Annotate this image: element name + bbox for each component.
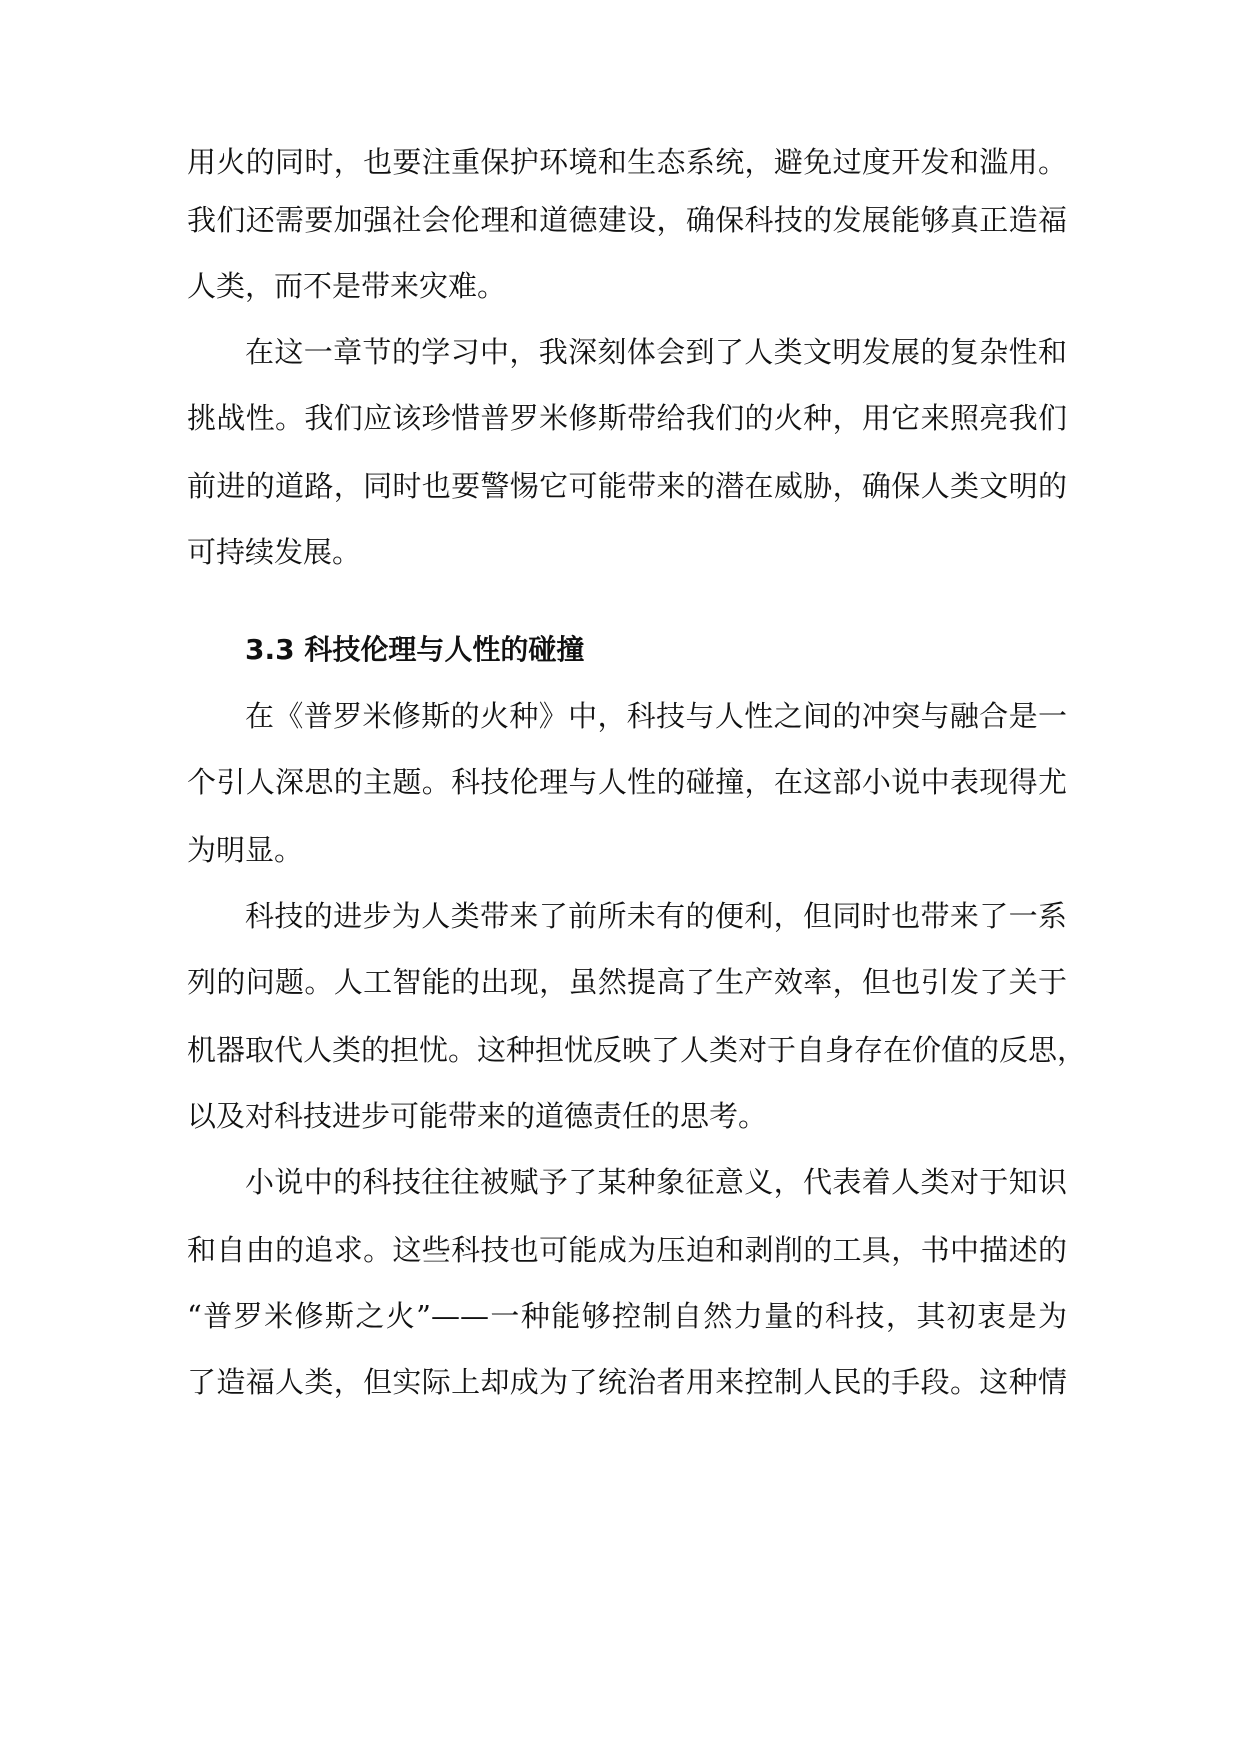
paragraph-line: 可持续发展。	[187, 535, 362, 569]
section-heading: 3.3 科技伦理与人性的碰撞	[245, 633, 585, 666]
paragraph-line: “普罗米修斯之火”——一种能够控制自然力量的科技，其初衷是为	[187, 1299, 1067, 1333]
paragraph-line: 为明显。	[187, 833, 304, 867]
paragraph-line: 前进的道路，同时也要警惕它可能带来的潜在威胁，确保人类文明的	[187, 469, 1067, 503]
paragraph-line: 我们还需要加强社会伦理和道德建设，确保科技的发展能够真正造福	[187, 203, 1067, 237]
paragraph-line: 了造福人类，但实际上却成为了统治者用来控制人民的手段。这种情	[187, 1365, 1067, 1399]
paragraph-line: 在这一章节的学习中，我深刻体会到了人类文明发展的复杂性和	[245, 335, 1067, 369]
paragraph-line: 和自由的追求。这些科技也可能成为压迫和剥削的工具，书中描述的	[187, 1233, 1067, 1267]
paragraph-line: 科技的进步为人类带来了前所未有的便利，但同时也带来了一系	[245, 899, 1067, 933]
paragraph-line: 在《普罗米修斯的火种》中，科技与人性之间的冲突与融合是一	[245, 699, 1067, 733]
paragraph-line: 小说中的科技往往被赋予了某种象征意义，代表着人类对于知识	[245, 1165, 1067, 1199]
paragraph-line: 个引人深思的主题。科技伦理与人性的碰撞，在这部小说中表现得尤	[187, 765, 1067, 799]
paragraph-line: 机器取代人类的担忧。这种担忧反映了人类对于自身存在价值的反思，	[187, 1033, 1087, 1067]
paragraph-line: 列的问题。人工智能的出现，虽然提高了生产效率，但也引发了关于	[187, 965, 1067, 999]
paragraph-line: 以及对科技进步可能带来的道德责任的思考。	[187, 1099, 768, 1133]
paragraph-line: 人类，而不是带来灾难。	[187, 269, 507, 303]
paragraph-line: 用火的同时，也要注重保护环境和生态系统，避免过度开发和滥用。	[187, 145, 1067, 179]
paragraph-line: 挑战性。我们应该珍惜普罗米修斯带给我们的火种，用它来照亮我们	[187, 401, 1067, 435]
